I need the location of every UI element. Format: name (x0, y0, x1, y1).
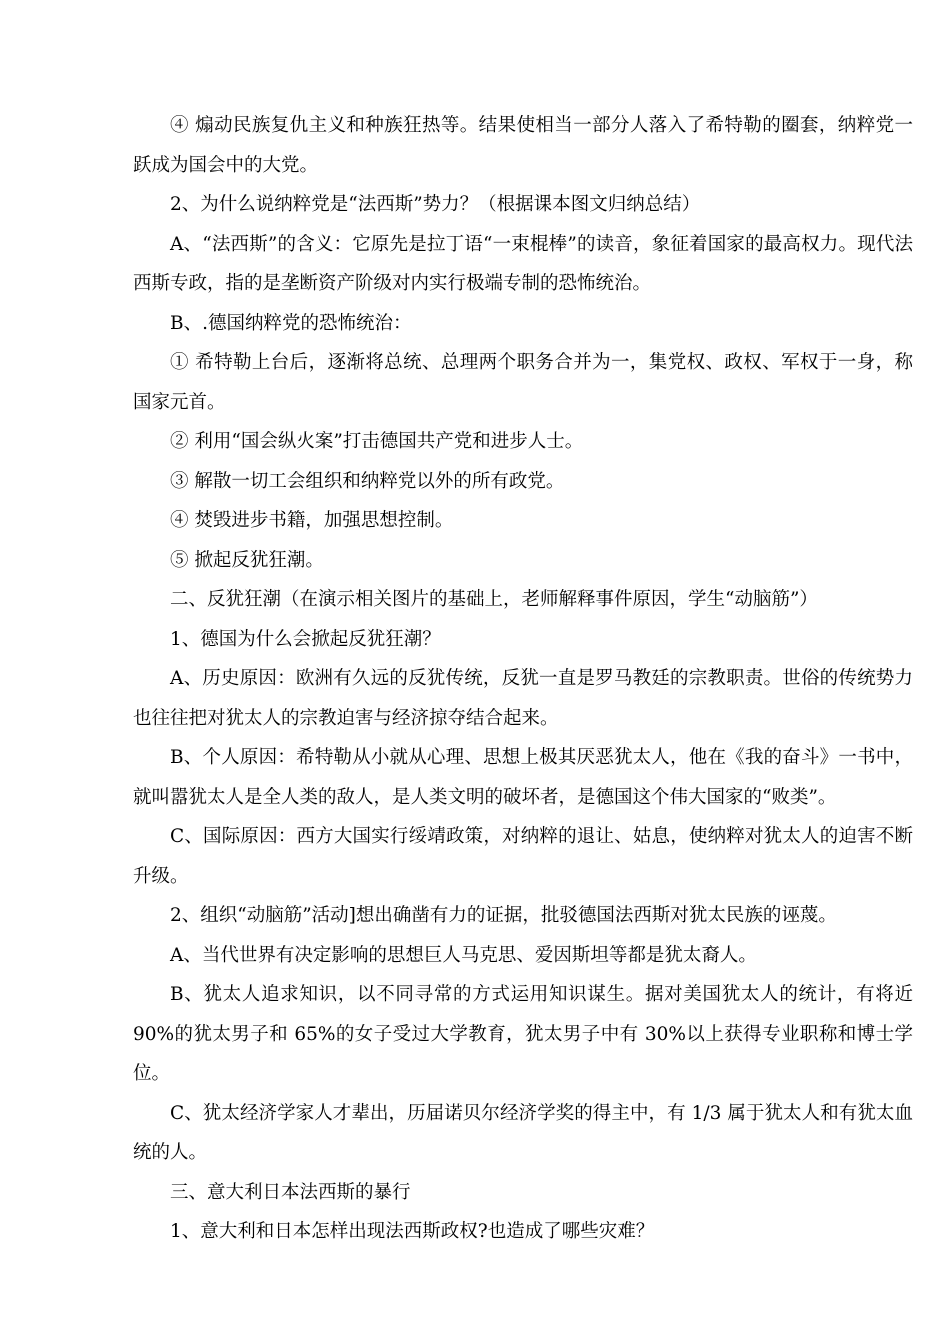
paragraph-18: C、犹太经济学家人才辈出，历届诺贝尔经济学奖的得主中，有 1/3 属于犹太人和有犹太血统的人。 (133, 1102, 913, 1163)
paragraph-3: A、“法西斯”的含义：它原先是拉丁语“一束棍棒”的读音，象征着国家的最高权力。现代法西斯专政，指的是垄断资产阶级对内实行极端专制的恐怖统治。 (133, 233, 913, 294)
paragraph-7: ③ 解散一切工会组织和纳粹党以外的所有政党。 (170, 470, 565, 492)
paragraph-15: 2、组织“动脑筋”活动]想出确凿有力的证据，批驳德国法西斯对犹太民族的诬蔑。 (170, 905, 837, 926)
paragraph-14: C、国际原因：西方大国实行绥靖政策，对纳粹的退让、姑息，使纳粹对犹太人的迫害不断升级。 (133, 826, 913, 887)
paragraph-2: 2、为什么说纳粹党是“法西斯”势力？（根据课本图文归纳总结） (170, 194, 701, 215)
paragraph-13: B、个人原因：希特勒从小就从心理、思想上极其厌恶犹太人，他在《我的奋斗》一书中，就叫嚣犹太人是全人类的敌人，是人类文明的破坏者，是德国这个伟大国家的“败类”。 (133, 747, 913, 808)
paragraph-9: ⑤ 掀起反犹狂潮。 (170, 549, 324, 571)
paragraph-11: 1、德国为什么会掀起反犹狂潮？ (170, 628, 441, 650)
paragraph-10: 二、反犹狂潮（在演示相关图片的基础上，老师解释事件原因，学生“动脑筋”） (170, 589, 818, 610)
paragraph-17: B、犹太人追求知识，以不同寻常的方式运用知识谋生。据对美国犹太人的统计，有将近 90%的犹太男子和 65%的女子受过大学教育，犹太男子中有 30%以上获得专业职称和博士学位。 (133, 984, 913, 1084)
paragraph-6: ② 利用“国会纵火案”打击德国共产党和进步人士。 (170, 431, 584, 452)
paragraph-5: ① 希特勒上台后，逐渐将总统、总理两个职务合并为一，集党权、政权、军权于一身，称国家元首。 (133, 352, 913, 413)
document-body (133, 106, 913, 1252)
paragraph-19: 三、意大利日本法西斯的暴行 (170, 1181, 411, 1203)
paragraph-1: ④ 煽动民族复仇主义和种族狂热等。结果使相当一部分人落入了希特勒的圈套，纳粹党一跃成为国会中的大党。 (133, 115, 913, 176)
paragraph-20: 1、意大利和日本怎样出现法西斯政权?也造成了哪些灾难？ (170, 1221, 655, 1242)
paragraph-12: A、历史原因：欧洲有久远的反犹传统，反犹一直是罗马教廷的宗教职责。世俗的传统势力也往往把对犹太人的宗教迫害与经济掠夺结合起来。 (133, 668, 913, 729)
paragraph-4: B、.德国纳粹党的恐怖统治： (170, 312, 412, 334)
paragraph-8: ④ 焚毁进步书籍，加强思想控制。 (170, 510, 454, 531)
paragraph-16: A、当代世界有决定影响的思想巨人马克思、爱因斯坦等都是犹太裔人。 (170, 944, 757, 966)
